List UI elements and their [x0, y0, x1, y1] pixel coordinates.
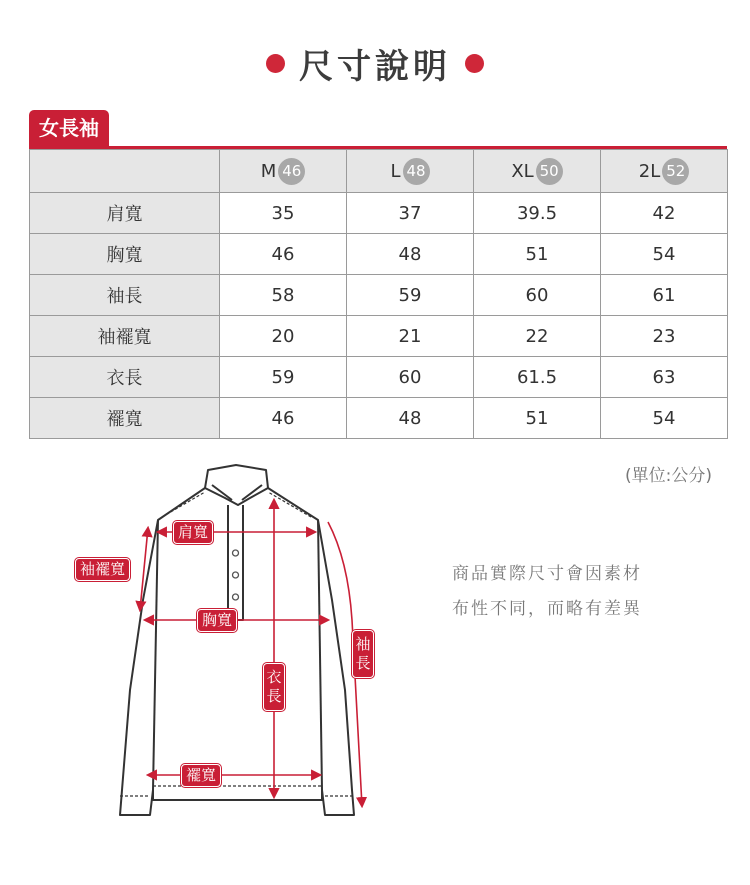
- table-cell: 61: [601, 275, 728, 316]
- table-cell: 20: [220, 316, 347, 357]
- header-corner-cell: [30, 150, 220, 193]
- table-cell: 22: [474, 316, 601, 357]
- cuff-label: 袖襬寬: [75, 558, 130, 581]
- table-cell: 46: [220, 398, 347, 439]
- size-number-badge: 46: [278, 158, 305, 185]
- table-cell: 61.5: [474, 357, 601, 398]
- table-cell: 51: [474, 234, 601, 275]
- size-header-m: [220, 150, 347, 193]
- table-row: [30, 193, 728, 234]
- table-cell: 35: [220, 193, 347, 234]
- size-label: L: [390, 160, 401, 182]
- size-header-l: [347, 150, 474, 193]
- note-line-1: 商品實際尺寸會因素材: [452, 564, 642, 584]
- page-title: 尺寸說明: [299, 46, 451, 87]
- table-row: [30, 275, 728, 316]
- table-row: [30, 357, 728, 398]
- table-cell: 58: [220, 275, 347, 316]
- sleeve-label: 袖長: [352, 630, 374, 678]
- category-tag: 女長袖: [29, 110, 109, 146]
- row-header: 襬寬: [30, 398, 220, 439]
- row-header: 肩寬: [30, 193, 220, 234]
- size-number-badge: 50: [536, 158, 563, 185]
- table-cell: 46: [220, 234, 347, 275]
- shoulder-label: 肩寬: [173, 521, 213, 544]
- table-cell: 51: [474, 398, 601, 439]
- row-header: 胸寬: [30, 234, 220, 275]
- chest-label: 胸寬: [197, 609, 237, 632]
- table-cell: 37: [347, 193, 474, 234]
- table-cell: 60: [347, 357, 474, 398]
- table-cell: 59: [220, 357, 347, 398]
- table-cell: 23: [601, 316, 728, 357]
- table-cell: 48: [347, 398, 474, 439]
- table-row: [30, 398, 728, 439]
- size-number-badge: 48: [403, 158, 430, 185]
- table-cell: 63: [601, 357, 728, 398]
- table-cell: 59: [347, 275, 474, 316]
- table-cell: 60: [474, 275, 601, 316]
- size-header-xl: [474, 150, 601, 193]
- title-bar: [0, 38, 750, 88]
- length-label: 衣長: [263, 663, 285, 711]
- size-header-row: [30, 150, 728, 193]
- table-cell: 39.5: [474, 193, 601, 234]
- size-table: [29, 149, 728, 439]
- table-cell: 21: [347, 316, 474, 357]
- title-dot-right-icon: [465, 54, 484, 73]
- table-cell: 54: [601, 234, 728, 275]
- row-header: 袖襬寬: [30, 316, 220, 357]
- size-label: XL: [511, 160, 534, 182]
- size-number-badge: 52: [662, 158, 689, 185]
- size-label: 2L: [638, 160, 661, 182]
- table-cell: 54: [601, 398, 728, 439]
- garment-diagram: [0, 455, 750, 885]
- unit-label: (單位:公分): [625, 466, 712, 486]
- shirt-outline: [120, 465, 354, 815]
- size-label: M: [260, 160, 277, 182]
- hem-label: 襬寬: [181, 764, 221, 787]
- title-dot-left-icon: [266, 54, 285, 73]
- row-header: 衣長: [30, 357, 220, 398]
- table-cell: 42: [601, 193, 728, 234]
- table-row: [30, 316, 728, 357]
- table-row: [30, 234, 728, 275]
- size-header-2l: [601, 150, 728, 193]
- table-cell: 48: [347, 234, 474, 275]
- row-header: 袖長: [30, 275, 220, 316]
- note-line-2: 布性不同，而略有差異: [452, 599, 642, 619]
